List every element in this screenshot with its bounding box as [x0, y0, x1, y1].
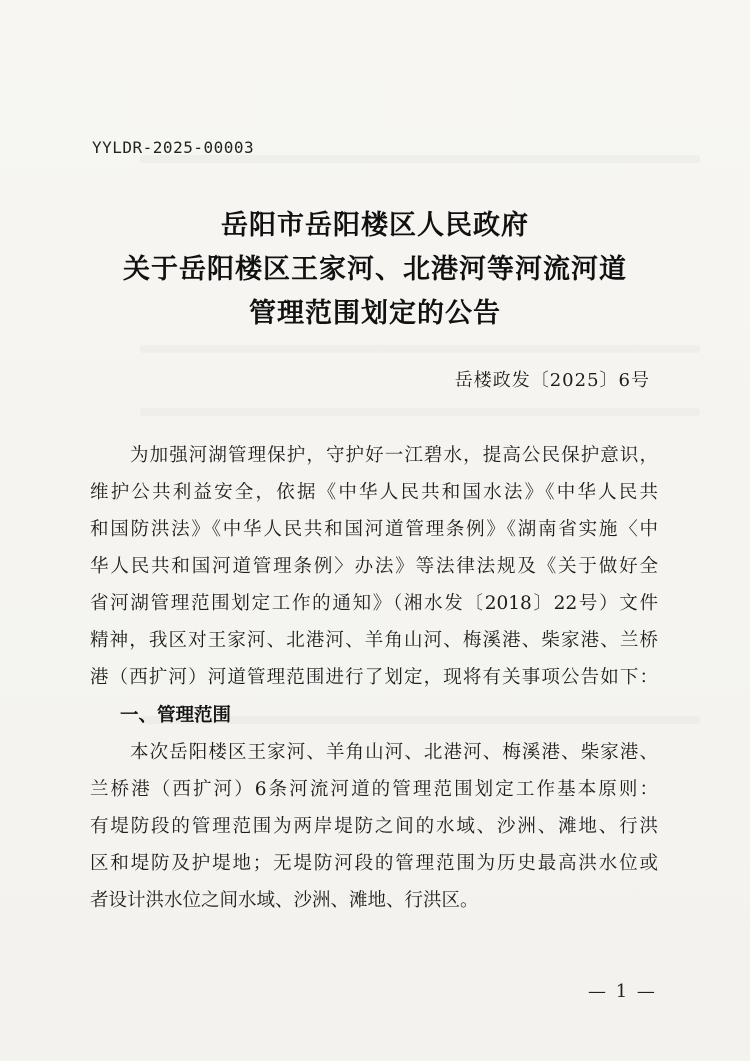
paragraph-2-line: 兰桥港（西扩河）6条河流河道的管理范围划定工作基本原则： — [90, 779, 658, 800]
paragraph-1 — [90, 437, 658, 696]
paragraph-2-line: 者设计洪水位之间水域、沙洲、滩地、行洪区。 — [90, 890, 479, 911]
bleed-through-mark — [140, 408, 700, 416]
title-line-2: 关于岳阳楼区王家河、北港河等河流河道 — [123, 254, 627, 285]
title-line-3: 管理范围划定的公告 — [249, 298, 501, 329]
page-number: — 1 — — [588, 981, 657, 1002]
paragraph-1-line: 和国防洪法》《中华人民共和国河道管理条例》《湖南省实施〈中 — [90, 519, 658, 540]
title-line-1: 岳阳市岳阳楼区人民政府 — [221, 210, 529, 241]
paragraph-2-line: 本次岳阳楼区王家河、羊角山河、北港河、梅溪港、柴家港、 — [130, 742, 658, 763]
paragraph-2 — [90, 734, 658, 919]
paragraph-1-line: 港（西扩河）河道管理范围进行了划定，现将有关事项公告如下： — [90, 667, 658, 688]
document-number: 岳楼政发〔2025〕6号 — [454, 370, 650, 391]
bleed-through-mark — [140, 345, 700, 353]
paragraph-1-line: 为加强河湖管理保护，守护好一江碧水，提高公民保护意识， — [130, 445, 658, 466]
paragraph-2-line: 区和堤防及护堤地；无堤防河段的管理范围为历史最高洪水位或 — [90, 853, 658, 874]
paragraph-1-line: 华人民共和国河道管理条例〉办法》等法律法规及《关于做好全 — [90, 556, 658, 577]
paragraph-2-line: 有堤防段的管理范围为两岸堤防之间的水域、沙洲、滩地、行洪 — [90, 816, 658, 837]
paragraph-1-line: 省河湖管理范围划定工作的通知》（湘水发〔2018〕22号）文件 — [90, 593, 658, 614]
paragraph-1-line: 精神，我区对王家河、北港河、羊角山河、梅溪港、柴家港、兰桥 — [90, 630, 658, 651]
paragraph-1-line: 维护公共利益安全，依据《中华人民共和国水法》《中华人民共 — [90, 482, 658, 503]
section-heading-management-scope: 一、管理范围 — [120, 705, 232, 726]
document-code: YYLDR-2025-00003 — [92, 138, 255, 157]
